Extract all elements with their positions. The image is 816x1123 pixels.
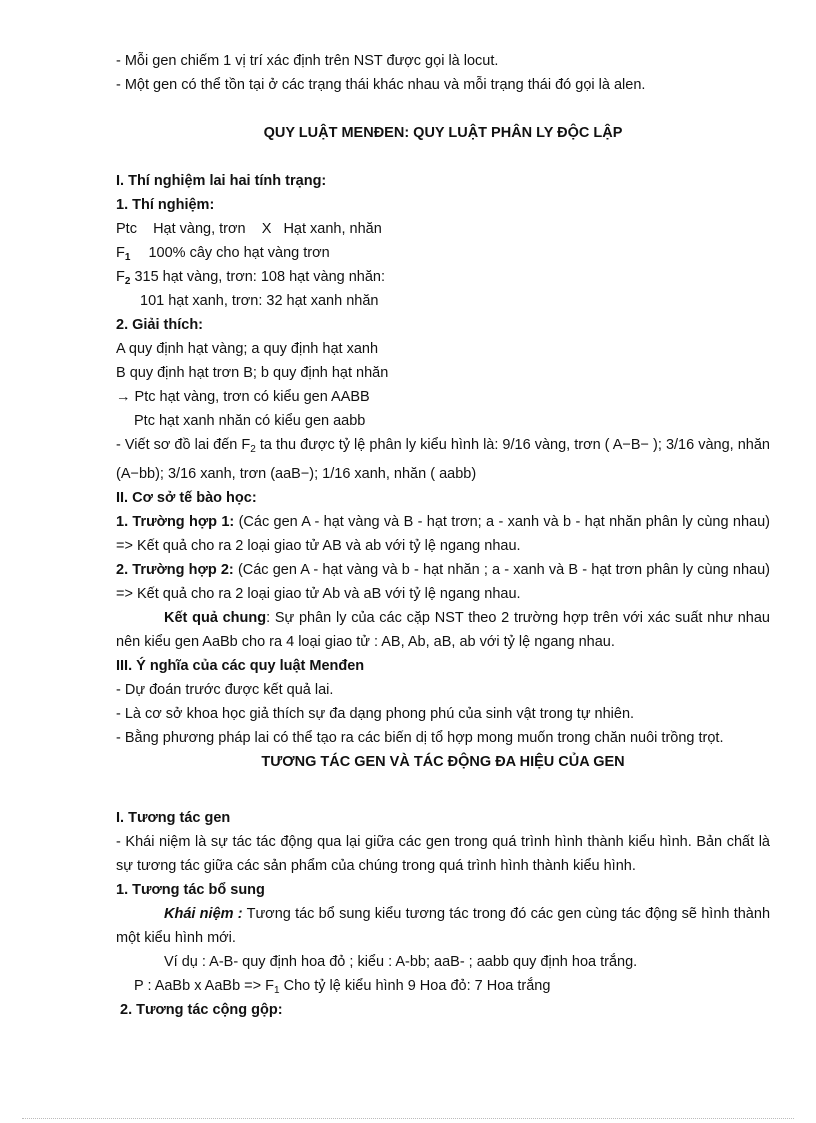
subheading-explanation: 2. Giải thích: xyxy=(116,317,204,333)
heading-cell-basis: II. Cơ sở tế bào học: xyxy=(116,490,257,506)
significance-1: - Dự đoán trước được kết quả lai. xyxy=(116,682,334,698)
heading-gene-interaction: I. Tương tác gen xyxy=(116,810,231,826)
intro-line-1: - Mỗi gen chiếm 1 vị trí xác định trên NST được gọi là locut. xyxy=(116,53,499,69)
f1-line xyxy=(116,241,770,265)
intro-line-2: - Một gen có thể tồn tại ở các trạng thái khác nhau và mỗi trạng thái đó gọi là alen. xyxy=(116,77,646,93)
concept-text: Tương tác bổ sung kiểu tương tác trong đó các gen cùng tác động sẽ hình thành một kiểu hình mới. xyxy=(116,906,771,946)
f2-line-2: 101 hạt xanh, trơn: 32 hạt xanh nhăn xyxy=(140,293,379,309)
case-1 xyxy=(116,510,770,558)
general-result xyxy=(116,606,770,654)
gene-interaction-concept: - Khái niệm là sự tác tác động qua lại giữa các gen trong quá trình hình thành kiểu hình. Bản chất là sự tương tác giữa các sản phẩm của chúng trong quá trình hình thành kiểu hình. xyxy=(116,834,770,874)
cross-line xyxy=(116,974,770,998)
subheading-additive: 2. Tương tác cộng gộp: xyxy=(120,1002,283,1018)
section-title-gene-interaction: TƯƠNG TÁC GEN VÀ TÁC ĐỘNG ĐA HIỆU CỦA GEN xyxy=(261,754,625,770)
f2-line xyxy=(116,265,770,289)
f1-subscript: 1 xyxy=(124,252,131,263)
case-2-label: 2. Trường hợp 2: xyxy=(116,562,234,578)
explanation-5-part-b: ta thu được tỷ lệ phân ly kiểu hình là: 9/16 vàng, trơn ( A−B− ); 3/16 vàng, nhăn (A−bb); 3/16 xanh, trơn (aaB−); 1/16 xanh, nhăn ( aabb) xyxy=(116,437,770,482)
explanation-2: B quy định hạt trơn B; b quy định hạt nhăn xyxy=(116,365,389,381)
subheading-complementary: 1. Tương tác bổ sung xyxy=(116,882,265,898)
explanation-5 xyxy=(116,433,770,486)
f2-text: 315 hạt vàng, trơn: 108 hạt vàng nhăn: xyxy=(134,269,386,285)
case-1-label: 1. Trường hợp 1: xyxy=(116,514,235,530)
cross-part-a: P : AaBb x AaBb => F xyxy=(134,978,274,994)
significance-2: - Là cơ sở khoa học giả thích sự đa dạng phong phú của sinh vật trong tự nhiên. xyxy=(116,706,635,722)
cross-subscript: 1 xyxy=(274,985,280,996)
f1-label: F xyxy=(116,245,125,261)
concept-label: Khái niệm : xyxy=(164,906,243,922)
cross-part-b: Cho tỷ lệ kiểu hình 9 Hoa đỏ: 7 Hoa trắng xyxy=(279,978,551,994)
f2-label: F xyxy=(116,269,125,285)
complementary-concept xyxy=(116,902,770,950)
explanation-1: A quy định hạt vàng; a quy định hạt xanh xyxy=(116,341,379,357)
case-2 xyxy=(116,558,770,606)
case-1-text: (Các gen A - hạt vàng và B - hạt trơn; a - xanh và b - hạt nhăn phân ly cùng nhau) => Kết quả cho ra 2 loại giao tử AB và ab với tỷ lệ ngang nhau. xyxy=(116,514,770,554)
explanation-4: Ptc hạt xanh nhăn có kiểu gen aabb xyxy=(134,413,366,429)
f2-subscript: 2 xyxy=(124,276,131,287)
example-line: Ví dụ : A-B- quy định hoa đỏ ; kiểu : A-bb; aaB- ; aabb quy định hoa trắng. xyxy=(164,954,638,970)
heading-significance: III. Ý nghĩa của các quy luật Menđen xyxy=(116,658,365,674)
explanation-5-part-a: - Viết sơ đồ lai đến F xyxy=(116,437,251,453)
case-2-text: (Các gen A - hạt vàng và b - hạt nhăn ; a - xanh và B - hạt trơn phân ly cùng nhau) => Kết quả cho ra 2 loại giao tử Ab và aB với tỷ lệ ngang nhau. xyxy=(116,562,770,602)
page-bottom-rule xyxy=(22,1118,794,1119)
ptc-line: Ptc Hạt vàng, trơn X Hạt xanh, nhăn xyxy=(116,221,382,237)
f1-text: 100% cây cho hạt vàng trơn xyxy=(148,245,330,261)
heading-experiment: I. Thí nghiệm lai hai tính trạng: xyxy=(116,173,327,189)
general-result-text: : Sự phân ly của các cặp NST theo 2 trường hợp trên với xác suất như nhau nên kiểu gen AaBb cho ra 4 loại giao tử : AB, Ab, aB, ab với tỷ lệ ngang nhau. xyxy=(116,610,770,650)
general-result-label: Kết quả chung xyxy=(164,610,267,626)
explanation-3: → Ptc hạt vàng, trơn có kiểu gen AABB xyxy=(116,389,370,405)
significance-3: - Bằng phương pháp lai có thể tạo ra các biến dị tổ hợp mong muốn trong chăn nuôi trồng trọt. xyxy=(116,730,724,746)
explanation-5-subscript: 2 xyxy=(250,444,256,455)
section-title-mendel: QUY LUẬT MENĐEN: QUY LUẬT PHÂN LY ĐỘC LẬP xyxy=(263,125,623,141)
document-page xyxy=(116,49,770,1022)
subheading-experiment: 1. Thí nghiệm: xyxy=(116,197,215,213)
